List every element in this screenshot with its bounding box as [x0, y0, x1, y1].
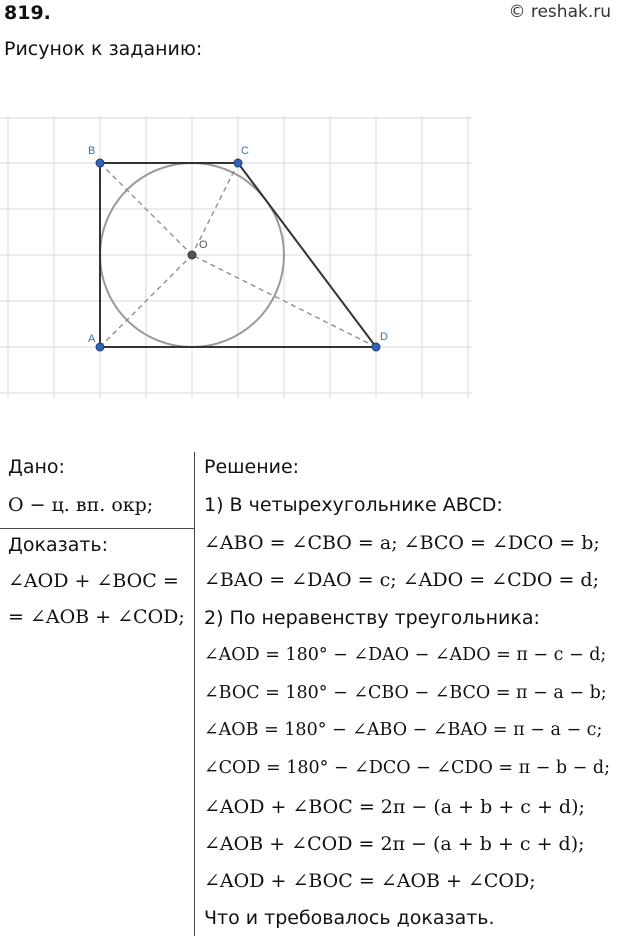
point-b	[96, 159, 104, 167]
geometry-figure	[0, 108, 480, 403]
equation-9: ∠AOD + ∠BOC = ∠AOB + ∠COD;	[204, 870, 536, 892]
prove-line-2: = ∠AOB + ∠COD;	[8, 606, 185, 628]
prove-heading: Доказать:	[8, 534, 109, 556]
conclusion-text: Что и требовалось доказать.	[204, 907, 495, 929]
given-heading: Дано:	[8, 456, 65, 478]
given-divider	[0, 528, 194, 529]
label-d: D	[380, 331, 388, 343]
solution-step-2: 2) По неравенству треугольника:	[204, 607, 540, 629]
task-number: 819.	[4, 2, 51, 24]
equation-7: ∠AOD + ∠BOC = 2π − (a + b + c + d);	[204, 796, 585, 818]
equation-8: ∠AOB + ∠COD = 2π − (a + b + c + d);	[204, 833, 585, 855]
equation-1: ∠ABO = ∠CBO = a; ∠BCO = ∠DCO = b;	[204, 532, 600, 554]
copyright-label: © reshak.ru	[508, 2, 611, 22]
equation-4: ∠BOC = 180° − ∠CBO − ∠BCO = π − a − b;	[204, 683, 607, 703]
label-c: C	[241, 145, 249, 157]
equation-2: ∠BAO = ∠DAO = c; ∠ADO = ∠CDO = d;	[204, 569, 599, 591]
point-c	[234, 159, 242, 167]
label-b: B	[88, 145, 96, 157]
figure-grid	[0, 116, 472, 398]
equation-3: ∠AOD = 180° − ∠DAO − ∠ADO = π − c − d;	[204, 645, 607, 665]
equation-5: ∠AOB = 180° − ∠ABO − ∠BAO = π − a − c;	[204, 720, 603, 740]
point-d	[372, 343, 380, 351]
point-o	[188, 251, 196, 259]
figure-caption: Рисунок к заданию:	[4, 38, 203, 60]
given-text: O − ц. вп. окр;	[8, 494, 154, 516]
solution-step-1: 1) В четырехугольнике ABCD:	[204, 494, 503, 516]
prove-line-1: ∠AOD + ∠BOC =	[8, 570, 179, 592]
label-a: A	[88, 333, 96, 345]
column-divider	[194, 452, 195, 936]
equation-6: ∠COD = 180° − ∠DCO − ∠CDO = π − b − d;	[204, 758, 610, 778]
point-a	[96, 343, 104, 351]
label-o: O	[199, 239, 208, 251]
solution-heading: Решение:	[204, 456, 300, 478]
